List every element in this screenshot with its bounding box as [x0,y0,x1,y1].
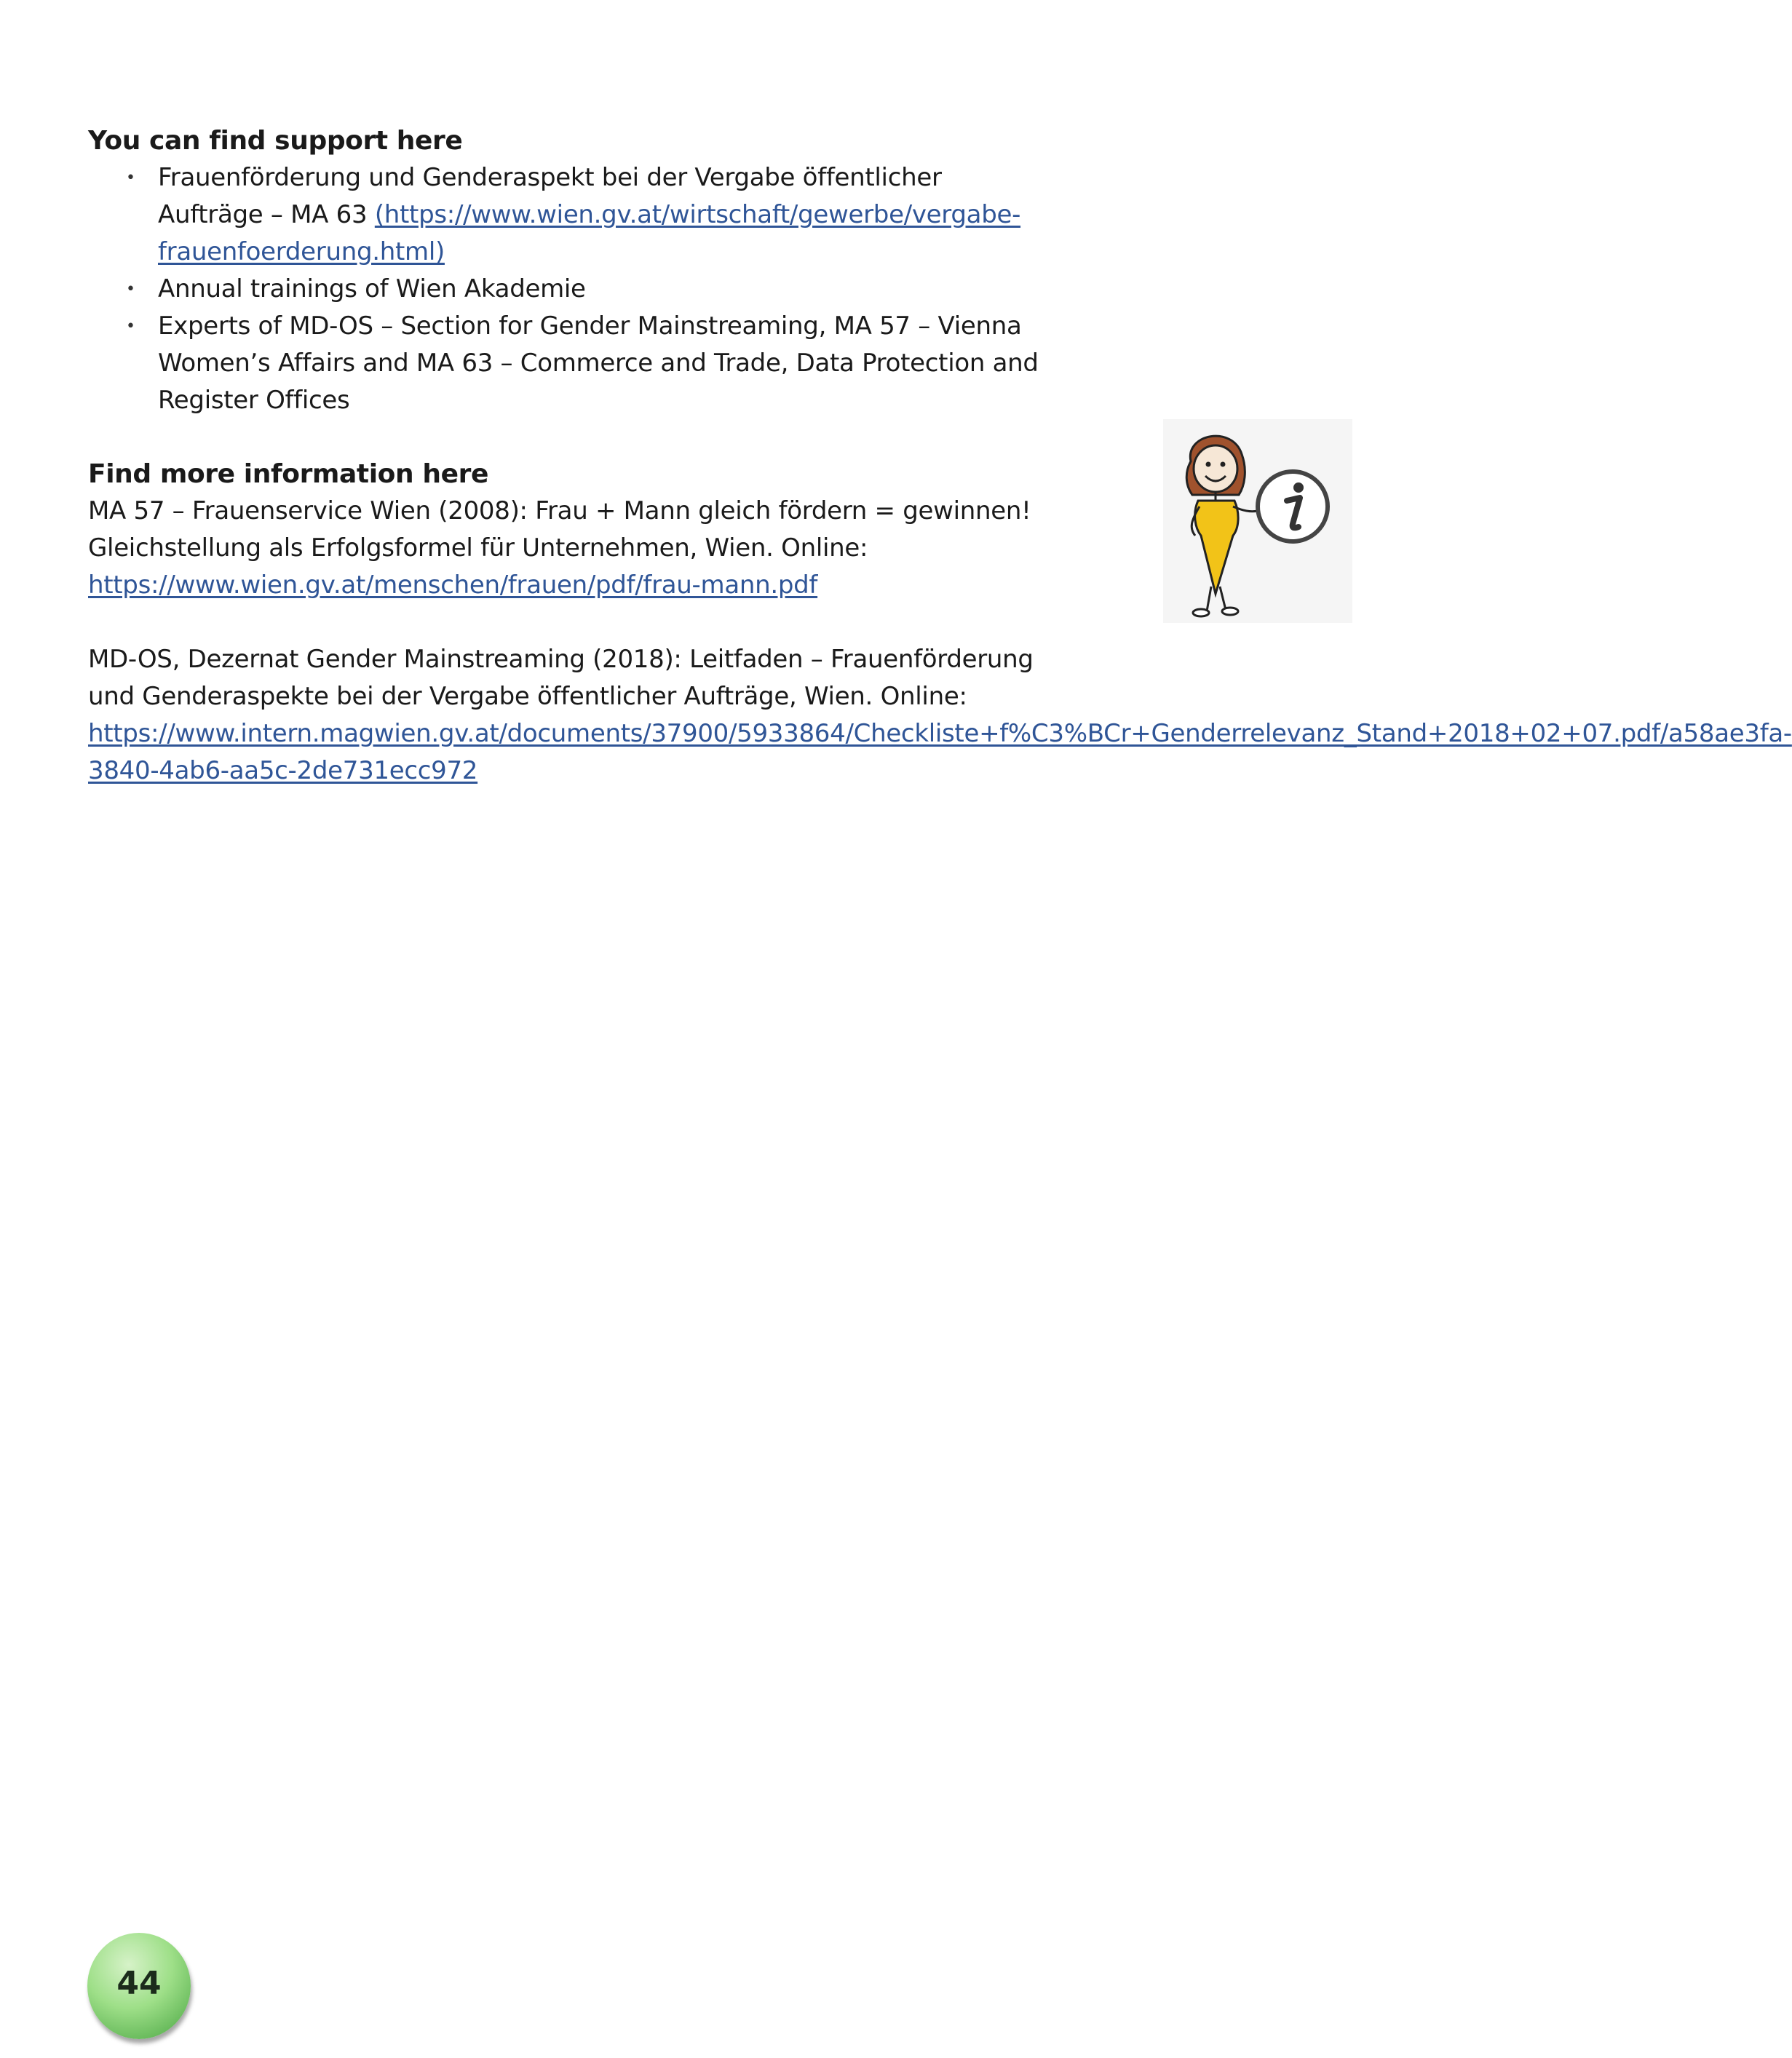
info-mascot-illustration [1163,419,1352,623]
support-heading: You can find support here [88,126,463,156]
support-item-text: Frauenförderung und Genderaspekt bei der Vergabe öffentlicher Aufträge – MA 63 [158,163,942,229]
list-item [88,159,1049,271]
reference-text: MA 57 – Frauenservice Wien (2008): Frau + Mann gleich fördern = gewinnen! Gleichstellung als Erfolgsformel für Unternehmen, Wien. Online: [88,496,1031,563]
info-heading: Find more information here [88,459,488,489]
ma63-link[interactable]: (https://www.wien.gv.at/wirtschaft/gewerbe/vergabe-frauenfoerderung.html) [158,200,1021,266]
reference-paragraph [88,493,1049,604]
list-item [88,308,1049,419]
page-number-badge [87,1933,191,2039]
info-icon [1258,472,1328,541]
page-number: 44 [116,1964,162,2002]
support-item-text: Annual trainings of Wien Akademie [158,274,586,303]
reference-link[interactable]: https://www.intern.magwien.gv.at/documents/37900/5933864/Checkliste+f%C3%BCr+Genderrelevanz_Stand+2018+02+07.pdf/a58ae3fa-3840-4ab6-aa5c-2de731ecc972 [88,719,1792,785]
support-item-text: Experts of MD-OS – Section for Gender Mainstreaming, MA 57 – Vienna Women’s Affairs and MA 63 – Commerce and Trade, Data Protection and Register Offices [158,311,1039,415]
list-item [88,271,1049,308]
document-body [88,122,1792,790]
support-list [88,159,1049,419]
reference-link[interactable]: https://www.wien.gv.at/menschen/frauen/pdf/frau-mann.pdf [88,571,818,600]
reference-paragraph [88,641,1792,790]
reference-text: MD-OS, Dezernat Gender Mainstreaming (2018): Leitfaden – Frauenförderung und Genderaspekte bei der Vergabe öffentlicher Aufträge, Wien. Online: [88,645,1034,711]
